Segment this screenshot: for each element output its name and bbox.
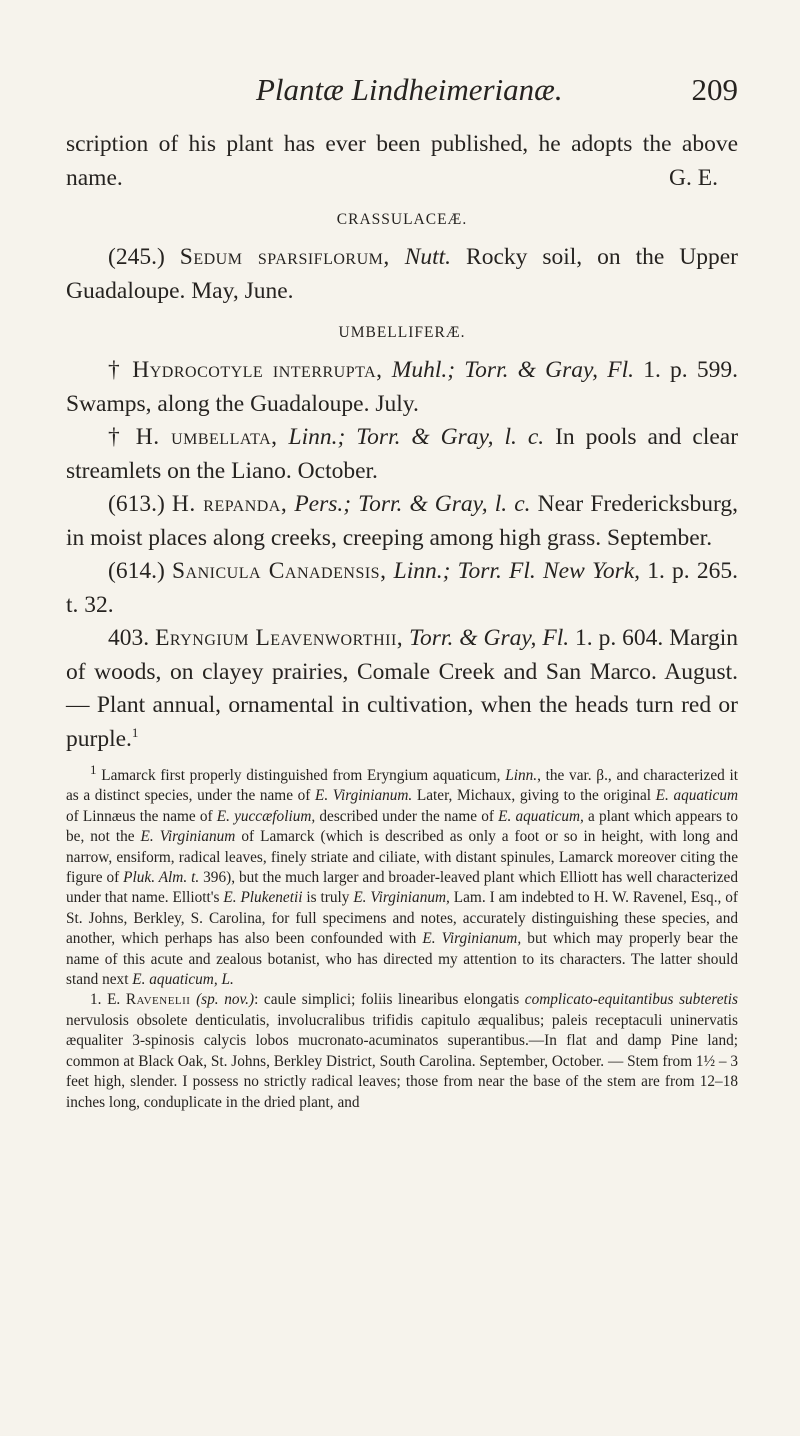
footnote-paragraph-1 <box>66 761 739 990</box>
species-name: Sanicula Canadensis, <box>171 558 387 584</box>
fn-italic: E. aquaticum <box>655 787 739 805</box>
entry-hydrocotyle-interrupta <box>66 354 738 421</box>
fn-text: of Lamarck (which is described as only a foot or so in height, with long and narrow, ensiform, radical leaves, finely striate and ciliate, with distant spinules, Lamarck moreover citing the figure of <box>66 828 738 887</box>
species-authors: Linn.; Torr. & Gray, l. c. <box>288 424 545 450</box>
entry-text: 1. p. 265. t. 32. <box>66 558 738 618</box>
footnote-marker: 1 <box>90 761 97 777</box>
entry-245 <box>66 241 738 308</box>
page-header <box>66 72 738 112</box>
entry-hydrocotyle-umbellata <box>66 421 738 488</box>
page-number: 209 <box>691 72 738 107</box>
entry-number: 403. <box>108 625 150 651</box>
section-heading-crassulaceae: CRASSULACEÆ. <box>336 211 468 228</box>
species-name: Hydrocotyle interrupta, <box>132 357 383 383</box>
fn-text: Lam. I am indebted to H. W. Ravenel, Esq., of St. Johns, Berkley, S. Carolina, for full specimens and notes, accurately distinguishing these species, and another, which perhaps has also been confounded with <box>66 889 738 948</box>
species-name: Sedum sparsiflorum, <box>179 244 390 270</box>
fn-italic: E. Plukenetii <box>223 889 303 907</box>
fn-text: a plant which appears to be, not the <box>66 807 739 846</box>
fn-text: Lamarck first properly distinguished from Eryngium aquaticum, <box>101 767 501 784</box>
fn-italic: E. aquaticum, <box>498 807 584 825</box>
fn-text: , the var. β., and characterized it as a distinct species, under the name of <box>66 767 738 805</box>
species-authors: Linn.; Torr. Fl. New York, <box>393 558 641 584</box>
fn-italic: E. aquaticum, L. <box>132 971 234 989</box>
intro-text: scription of his plant has ever been published, he adopts the above name. <box>66 131 738 191</box>
entry-614 <box>66 555 738 622</box>
entry-text: Rocky soil, on the Upper Guadaloupe. May, June. <box>66 244 739 304</box>
fn-text: is truly <box>306 889 350 907</box>
fn-italic: E. Virginianum, <box>422 930 522 948</box>
dagger-mark: † <box>108 357 124 383</box>
fn-text: 1. E. <box>90 991 121 1009</box>
entry-number: (613.) <box>108 491 165 517</box>
fn-text: but which may properly bear the name of this acute and zealous botanist, who has directed my attention to its characters. The latter should stand next <box>66 930 739 989</box>
entry-613 <box>66 488 738 555</box>
footnote-paragraph-2 <box>66 990 738 1112</box>
section-heading-umbelliferae: UMBELLIFERÆ. <box>338 324 466 341</box>
species-authors: Torr. & Gray, Fl. <box>409 625 570 651</box>
dagger-mark: † <box>108 424 125 450</box>
fn-italic: Pluk. Alm. t. <box>123 869 200 887</box>
species-author: Nutt. <box>404 244 452 270</box>
fn-italic: E. Virginianum, <box>353 889 450 907</box>
fn-text: of Linnæus the name of <box>66 807 213 825</box>
species-name: Eryngium Leavenworthii, <box>155 625 404 651</box>
fn-italic: Linn. <box>505 767 538 784</box>
entry-text: 1. p. 599. Swamps, along the Guadaloupe. July. <box>66 357 738 417</box>
fn-text: : caule simplici; foliis linearibus elongatis <box>254 991 520 1009</box>
entry-text: Near Fredericksburg, in moist places along creeks, creeping among high grass. September. <box>66 491 739 551</box>
signature: G. E. <box>669 164 718 191</box>
species-authors: Muhl.; Torr. & Gray, Fl. <box>391 357 635 383</box>
fn-smallcaps: Ravenelii <box>125 991 191 1009</box>
running-title: Plantæ Lindheimerianæ. <box>256 72 563 107</box>
footnotes <box>66 761 739 1113</box>
entry-403 <box>66 622 738 756</box>
fn-italic: E. Virginianum <box>140 828 236 846</box>
fn-italic: E. Virginianum. <box>315 787 413 805</box>
fn-italic: (sp. nov.) <box>196 991 255 1009</box>
species-name: H. repanda, <box>171 491 288 517</box>
intro-paragraph <box>66 128 738 195</box>
species-name: H. umbellata, <box>135 424 278 450</box>
fn-italic: complicato-equitantibus subteretis <box>524 991 739 1009</box>
page-body <box>66 128 738 1113</box>
fn-text: 396), but the much larger and broader-leaved plant which Elliott has well characterized under that name. Elliott's <box>66 869 738 907</box>
footnote-reference: 1 <box>131 724 139 740</box>
entry-text: 1. p. 604. Margin of woods, on clayey prairies, Comale Creek and San Marco. August. — Plant annual, ornamental in cultivation, when the heads turn red or purple. <box>66 625 739 752</box>
fn-italic: E. yuccæfolium, <box>216 807 316 825</box>
species-authors: Pers.; Torr. & Gray, l. c. <box>294 491 531 517</box>
entry-text: In pools and clear streamlets on the Liano. October. <box>66 424 739 484</box>
entry-number: (614.) <box>108 558 165 584</box>
fn-text: Later, Michaux, giving to the original <box>416 787 651 805</box>
entry-number: (245.) <box>108 244 165 270</box>
fn-text: described under the name of <box>319 807 494 825</box>
fn-text: nervulosis obsolete denticulatis, involucralibus trifidis capitulo æqualibus; paleis receptaculi uninervatis æqualiter 3-spinosis calycis lobos mucronato-acuminatos superantibus.—In flat and damp Pine land; common at Black Oak, St. Johns, Berkley District, South Carolina. September, October. — Stem from 1½ – 3 feet high, slender. I possess no strictly radical leaves; those from near the base of the stem are from 12–18 inches long, conduplicate in the dried plant, and <box>66 1011 738 1111</box>
